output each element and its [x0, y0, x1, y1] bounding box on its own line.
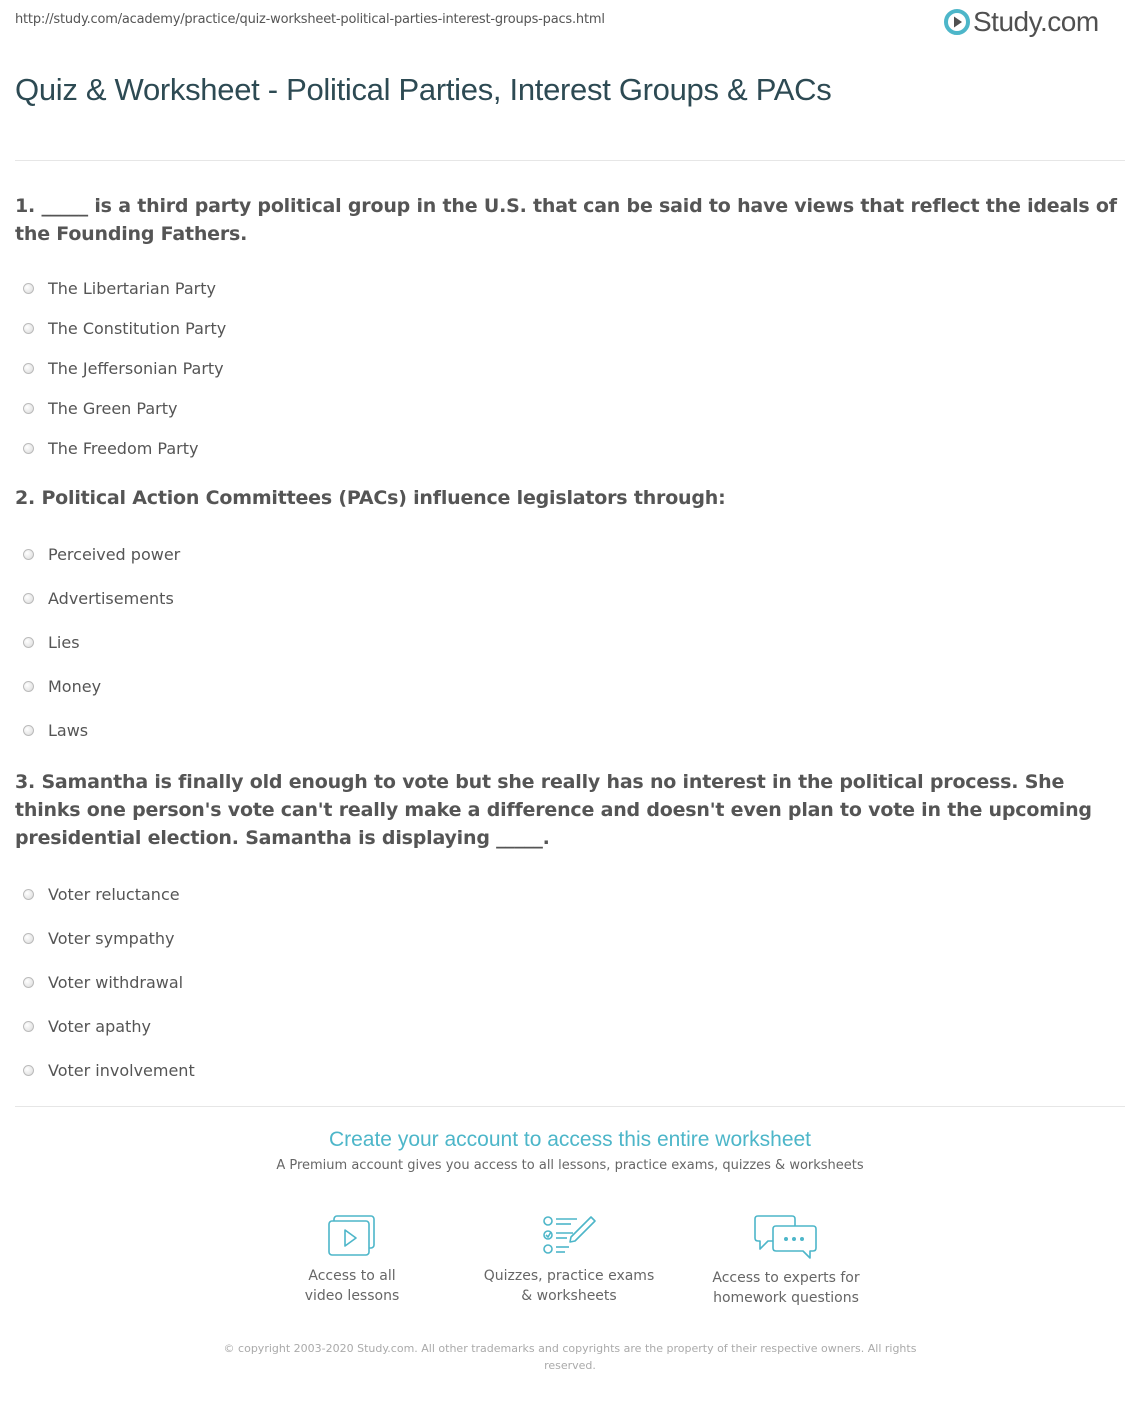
option-label: The Libertarian Party — [48, 278, 216, 298]
feature-line-1: Access to all — [308, 1268, 396, 1284]
feature-experts — [686, 1214, 886, 1308]
answer-option[interactable] — [23, 388, 1125, 428]
question-1 — [15, 192, 1125, 468]
answer-option[interactable] — [23, 268, 1125, 308]
radio-button[interactable] — [23, 443, 34, 454]
page-title: Quiz & Worksheet - Political Parties, Interest Groups & PACs — [15, 72, 832, 107]
option-label: Lies — [48, 632, 80, 652]
answer-option[interactable] — [23, 1048, 1125, 1092]
answer-option[interactable] — [23, 620, 1125, 664]
radio-button[interactable] — [23, 323, 34, 334]
answer-option[interactable] — [23, 708, 1125, 752]
option-label: The Green Party — [48, 398, 178, 418]
logo-text: Study.com — [973, 6, 1099, 37]
option-label: Voter sympathy — [48, 928, 175, 948]
option-label: The Jeffersonian Party — [48, 358, 224, 378]
answer-option[interactable] — [23, 348, 1125, 388]
answer-option[interactable] — [23, 960, 1125, 1004]
cta-title-link[interactable]: Create your account to access this entire worksheet — [328, 1128, 812, 1151]
option-label: Voter involvement — [48, 1060, 195, 1080]
answer-option[interactable] — [23, 532, 1125, 576]
option-label: Laws — [48, 720, 89, 740]
question-text: 2. Political Action Committees (PACs) influence legislators through: — [15, 487, 726, 509]
radio-button[interactable] — [23, 977, 34, 988]
cta-subtitle: A Premium account gives you access to all lessons, practice exams, quizzes & worksheets — [276, 1158, 864, 1173]
feature-line-2: & worksheets — [521, 1288, 617, 1304]
answer-option[interactable] — [23, 916, 1125, 960]
option-label: Voter reluctance — [48, 884, 180, 904]
answer-option[interactable] — [23, 664, 1125, 708]
question-text: 3. Samantha is finally old enough to vote but she really has no interest in the political process. She thinks one person's vote can't really make a difference and doesn't even plan to vote in the upcoming presidential election. Samantha is displaying _____. — [15, 771, 1092, 849]
question-3 — [15, 768, 1125, 1092]
radio-button[interactable] — [23, 725, 34, 736]
radio-button[interactable] — [23, 1065, 34, 1076]
radio-button[interactable] — [23, 933, 34, 944]
answer-option[interactable] — [23, 308, 1125, 348]
radio-button[interactable] — [23, 283, 34, 294]
feature-line-1: Access to experts for — [712, 1270, 860, 1286]
radio-button[interactable] — [23, 593, 34, 604]
header-divider — [15, 160, 1125, 161]
answer-option[interactable] — [23, 576, 1125, 620]
radio-button[interactable] — [23, 681, 34, 692]
feature-video-lessons — [252, 1214, 452, 1306]
feature-line-2: video lessons — [304, 1288, 400, 1304]
chat-bubbles-icon — [754, 1214, 818, 1260]
radio-button[interactable] — [23, 403, 34, 414]
page-url: http://study.com/academy/practice/quiz-worksheet-political-parties-interest-groups-pacs.html — [15, 12, 605, 27]
play-circle-icon — [944, 9, 970, 35]
study-logo[interactable] — [944, 6, 1099, 38]
signup-cta — [0, 1128, 1140, 1173]
radio-button[interactable] — [23, 637, 34, 648]
option-label: The Freedom Party — [48, 438, 199, 458]
radio-button[interactable] — [23, 889, 34, 900]
feature-quizzes — [469, 1214, 669, 1306]
cta-divider — [15, 1106, 1125, 1107]
feature-line-2: homework questions — [713, 1290, 859, 1306]
copyright-notice: © copyright 2003-2020 Study.com. All other trademarks and copyrights are the property of their respective owners. All rights reserved. — [223, 1342, 917, 1372]
feature-line-1: Quizzes, practice exams — [483, 1268, 655, 1284]
answer-option[interactable] — [23, 428, 1125, 468]
answer-option[interactable] — [23, 1004, 1125, 1048]
answer-option[interactable] — [23, 872, 1125, 916]
question-2 — [15, 484, 1125, 752]
option-label: Advertisements — [48, 588, 174, 608]
quiz-checklist-icon — [541, 1214, 597, 1258]
option-label: The Constitution Party — [48, 318, 227, 338]
option-label: Money — [48, 676, 102, 696]
option-label: Perceived power — [48, 544, 181, 564]
radio-button[interactable] — [23, 549, 34, 560]
radio-button[interactable] — [23, 363, 34, 374]
question-text: 1. _____ is a third party political group in the U.S. that can be said to have views that reflect the ideals of the Founding Fathers. — [15, 195, 1117, 245]
radio-button[interactable] — [23, 1021, 34, 1032]
option-label: Voter withdrawal — [48, 972, 184, 992]
option-label: Voter apathy — [48, 1016, 151, 1036]
video-lessons-icon — [326, 1214, 378, 1258]
